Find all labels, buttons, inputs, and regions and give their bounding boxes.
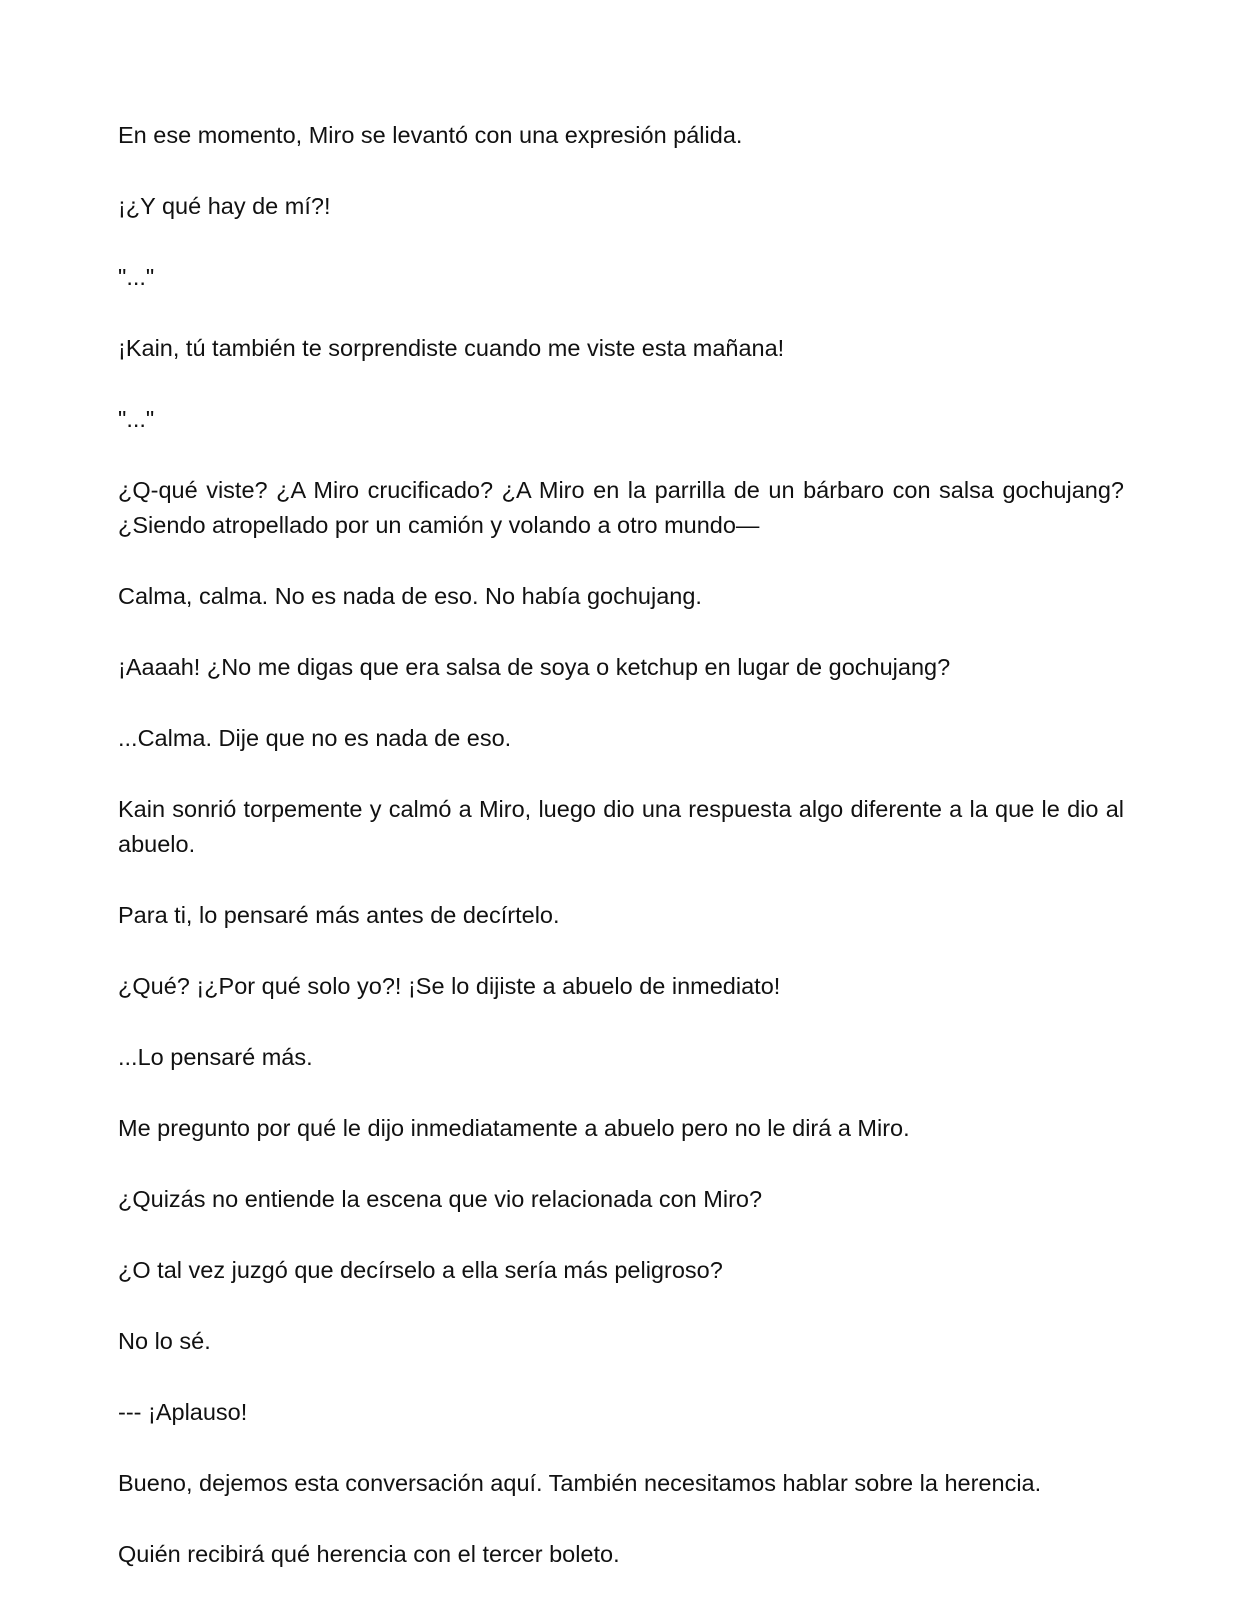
paragraph-7: Calma, calma. No es nada de eso. No había gochujang. bbox=[118, 583, 702, 609]
paragraph-15: ¿Quizás no entiende la escena que vio relacionada con Miro? bbox=[118, 1186, 763, 1212]
paragraph-3: "..." bbox=[118, 264, 155, 290]
paragraph-9: ...Calma. Dije que no es nada de eso. bbox=[118, 725, 512, 751]
paragraph-17: No lo sé. bbox=[118, 1328, 211, 1354]
paragraph-4: ¡Kain, tú también te sorprendiste cuando me viste esta mañana! bbox=[118, 335, 785, 361]
paragraph-16: ¿O tal vez juzgó que decírselo a ella sería más peligroso? bbox=[118, 1257, 723, 1283]
paragraph-12: ¿Qué? ¡¿Por qué solo yo?! ¡Se lo dijiste a abuelo de inmediato! bbox=[118, 973, 781, 999]
paragraph-6: ¿Q-qué viste? ¿A Miro crucificado? ¿A Miro en la parrilla de un bárbaro con salsa gochujang? ¿Siendo atropellado por un camión y volando a otro mundo— bbox=[118, 477, 1124, 538]
paragraph-14: Me pregunto por qué le dijo inmediatamente a abuelo pero no le dirá a Miro. bbox=[118, 1115, 910, 1141]
paragraph-20: Quién recibirá qué herencia con el tercer boleto. bbox=[118, 1541, 620, 1567]
paragraph-19: Bueno, dejemos esta conversación aquí. También necesitamos hablar sobre la herencia. bbox=[118, 1470, 1042, 1496]
paragraph-11: Para ti, lo pensaré más antes de decírtelo. bbox=[118, 902, 560, 928]
paragraph-18: --- ¡Aplauso! bbox=[118, 1399, 248, 1425]
paragraph-8: ¡Aaaah! ¿No me digas que era salsa de soya o ketchup en lugar de gochujang? bbox=[118, 654, 951, 680]
paragraph-2: ¡¿Y qué hay de mí?! bbox=[118, 193, 331, 219]
document-body bbox=[118, 118, 1124, 1608]
paragraph-10: Kain sonrió torpemente y calmó a Miro, luego dio una respuesta algo diferente a la que le dio al abuelo. bbox=[118, 796, 1124, 857]
paragraph-13: ...Lo pensaré más. bbox=[118, 1044, 313, 1070]
paragraph-5: "..." bbox=[118, 406, 155, 432]
paragraph-1: En ese momento, Miro se levantó con una expresión pálida. bbox=[118, 122, 743, 148]
